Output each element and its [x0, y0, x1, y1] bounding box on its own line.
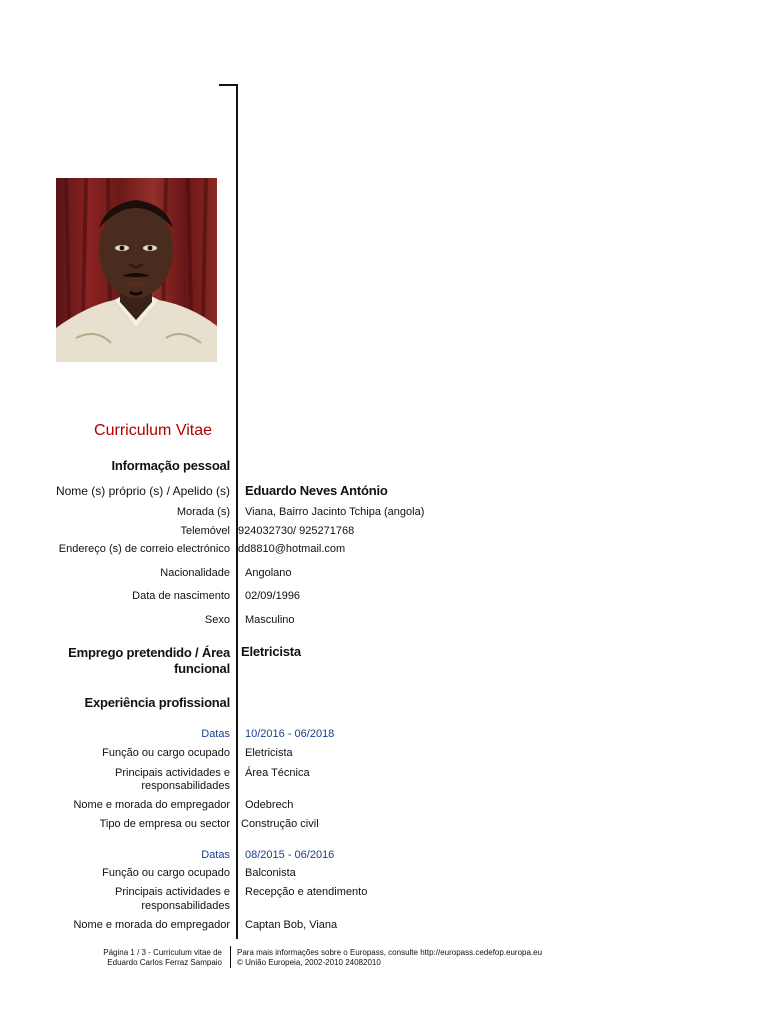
footer-copyright: © União Europeia, 2002-2010 24082010	[237, 958, 381, 967]
exp1-activities-label-line2: responsabilidades	[141, 780, 230, 792]
section-heading-personal: Informação pessoal	[111, 458, 230, 473]
header-tick-line	[219, 84, 237, 86]
desired-job-label-line1: Emprego pretendido / Área	[68, 645, 230, 660]
exp1-dates-value: 10/2016 - 06/2018	[245, 728, 335, 740]
phone-value: 924032730/ 925271768	[238, 525, 355, 537]
exp1-role-value: Eletricista	[245, 747, 293, 759]
exp2-role-value: Balconista	[245, 867, 296, 879]
exp2-activities-label-line2: responsabilidades	[141, 900, 230, 912]
email-label: Endereço (s) de correio electrónico	[58, 543, 230, 555]
email-value: dd8810@hotmail.com	[238, 543, 346, 555]
footer-author: Eduardo Carlos Ferraz Sampaio	[107, 958, 222, 967]
phone-label: Telemóvel	[180, 525, 230, 537]
address-label: Morada (s)	[176, 506, 230, 518]
exp1-sector-value: Construção civil	[241, 818, 319, 830]
footer-page-info: Página 1 / 3 - Curriculum vitae de	[103, 948, 222, 957]
exp2-role-label: Função ou cargo ocupado	[102, 867, 230, 879]
section-heading-experience: Experiência profissional	[84, 695, 230, 710]
exp1-dates-label: Datas	[201, 728, 230, 740]
birth-date-label: Data de nascimento	[132, 590, 230, 602]
exp2-activities-label-line1: Principais actividades e	[115, 886, 230, 898]
sex-value: Masculino	[245, 614, 295, 626]
birth-date-value: 02/09/1996	[245, 590, 301, 602]
nationality-value: Angolano	[245, 567, 292, 579]
exp1-role-label: Função ou cargo ocupado	[102, 747, 230, 759]
name-value: Eduardo Neves António	[245, 483, 388, 498]
desired-job-label-line2: funcional	[174, 661, 230, 676]
exp2-employer-value: Captan Bob, Viana	[245, 919, 338, 931]
exp1-sector-label: Tipo de empresa ou sector	[99, 818, 230, 830]
profile-photo	[56, 178, 217, 362]
footer-europass-info: Para mais informações sobre o Europass, consulte http://europass.cedefop.europa.eu	[237, 948, 543, 957]
exp2-activities-value: Recepção e atendimento	[245, 886, 368, 898]
desired-job-value: Eletricista	[241, 644, 301, 659]
name-label: Nome (s) próprio (s) / Apelido (s)	[55, 484, 230, 498]
exp2-employer-label: Nome e morada do empregador	[73, 919, 230, 931]
exp1-employer-value: Odebrech	[245, 799, 294, 811]
exp2-dates-value: 08/2015 - 06/2016	[245, 849, 335, 861]
exp2-dates-label: Datas	[201, 849, 230, 861]
sex-label: Sexo	[204, 614, 230, 626]
exp1-employer-label: Nome e morada do empregador	[73, 799, 230, 811]
column-divider	[236, 84, 238, 939]
footer-divider	[230, 946, 231, 968]
nationality-label: Nacionalidade	[160, 567, 230, 579]
exp1-activities-value: Área Técnica	[245, 767, 310, 779]
exp1-activities-label-line1: Principais actividades e	[115, 767, 230, 779]
cv-title: Curriculum Vitae	[94, 422, 212, 439]
address-value: Viana, Bairro Jacinto Tchipa (angola)	[245, 506, 425, 518]
